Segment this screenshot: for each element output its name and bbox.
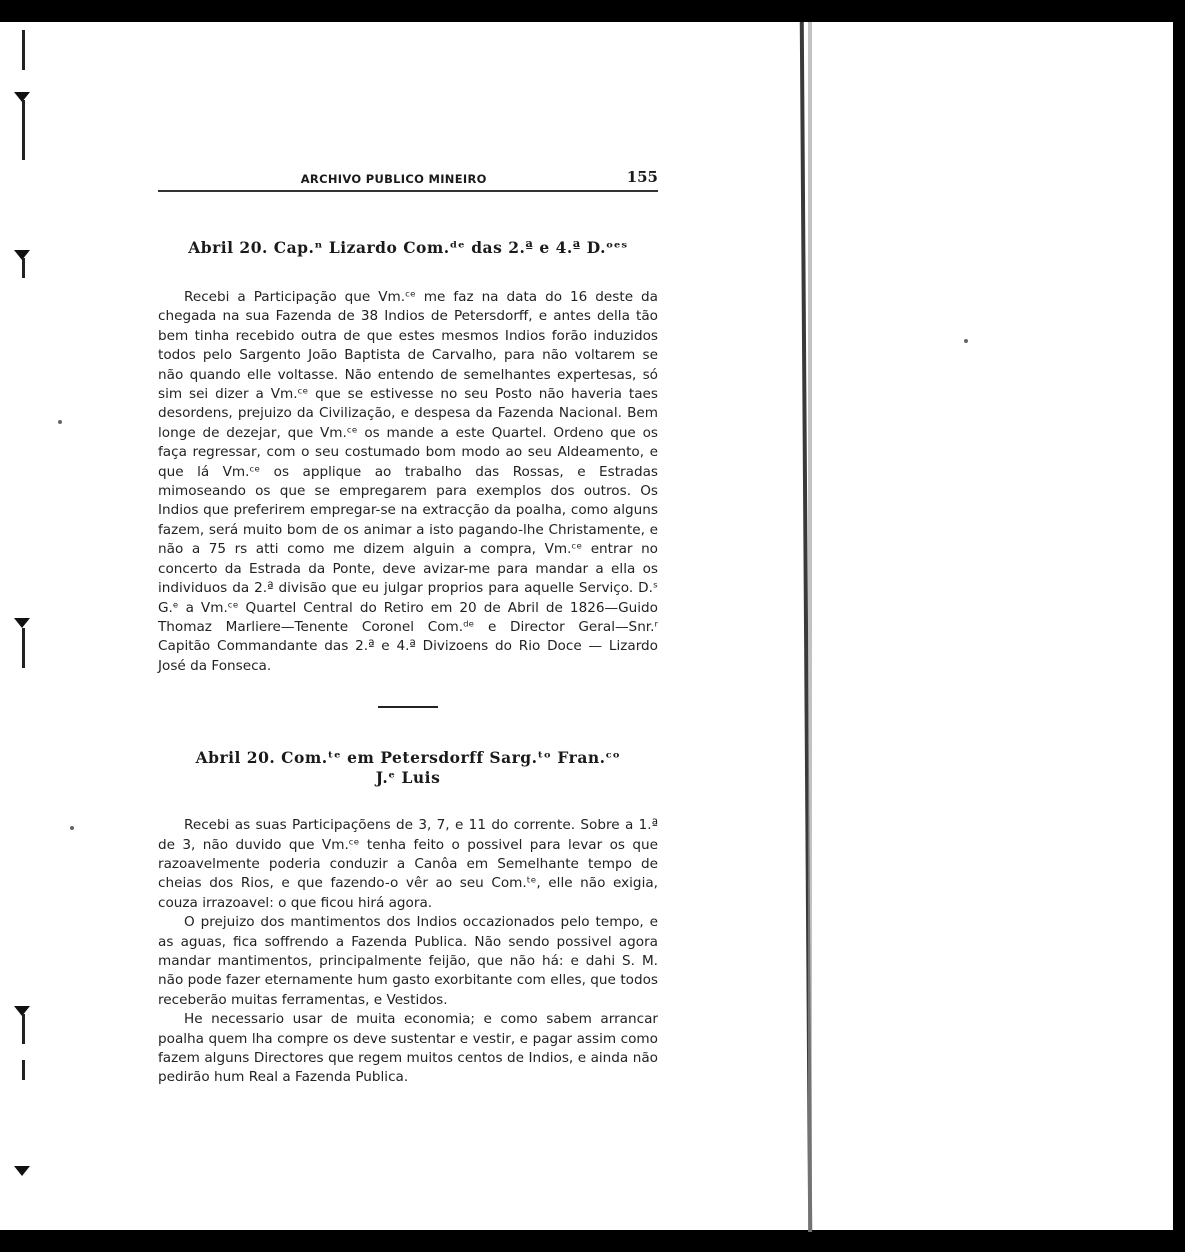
scan-speck [58,420,62,424]
page-number: 155 [626,168,658,186]
binding-mark [22,1060,25,1080]
entry-title-1: Abril 20. Cap.ⁿ Lizardo Com.ᵈᵉ das 2.ª e 4.ª D.ᵒᵉˢ [188,238,628,257]
gutter-shadow [808,22,812,1232]
binding-mark [22,258,25,278]
scan-border-top [0,0,1185,22]
entry-2-paragraph-1: Recebi as suas Participaçõens de 3, 7, e 11 do corrente. Sobre a 1.ª de 3, não duvido que Vm.ᶜᵉ tenha feito o possivel para levar os que razoavelmente poderia conduzir a Canôa em Semelhante tempo de cheias dos Rios, e que fazendo-o vêr ao seu Com.ᵗᵉ, elle não exigia, couza irrazoavel: o que ficou hirá agora. [158,817,658,911]
scan-speck [964,339,968,343]
scan-border-right [1173,0,1185,1252]
entry-title-2-line-2: J.ᵉ Luis [375,768,441,788]
scan-border-bottom [0,1230,1185,1252]
page-header [158,160,658,192]
scan-speck [70,826,74,830]
binding-mark [22,628,25,668]
section-divider [378,706,438,708]
running-title: ARCHIVO PUBLICO MINEIRO [300,172,487,186]
binding-mark [22,100,25,160]
binding-mark [22,1014,25,1044]
entry-title-2-line-1: Abril 20. Com.ᵗᵉ em Petersdorff Sarg.ᵗᵒ Fran.ᶜᵒ [195,748,621,768]
binding-arrow [14,1166,30,1176]
binding-mark [22,30,25,70]
entry-2-paragraph-2: O prejuizo dos mantimentos dos Indios occazionados pelo tempo, e as aguas, fica soffrendo a Fazenda Publica. Não sendo possivel agora mandar mantimentos, principalmente feijão, que não há: e dahi S. M. não pode fazer eternamente hum gasto exorbitante com elles, que todos receberão muitas ferramentas, e Vestidos. [158,914,658,1008]
entry-1-paragraph: Recebi a Participação que Vm.ᶜᵉ me faz na data do 16 deste da chegada na sua Fazenda de 38 Indios de Petersdorff, e antes della tão bem tinha recebido outra de que estes mesmos Indios forão induzidos todos pelo Sargento João Baptista de Carvalho, para não voltarem se não quando elle voltasse. Não entendo de semelhantes expertesas, só sim sei dizer a Vm.ᶜᵉ que se estivesse no seu Posto não haveria taes desordens, prejuizo da Civilização, e despesa da Fazenda Nacional. Bem longe de dezejar, que Vm.ᶜᵉ os mande a este Quartel. Ordeno que os faça regressar, com o seu costumado bom modo ao seu Aldeamento, e que lá Vm.ᶜᵉ os applique ao trabalho das Rossas, e Estradas mimoseando os que se empregarem para exemplos dos outros. Os Indios que preferirem empregar-se na extracção da poalha, como alguns fazem, será muito bom de os animar a isto pagando-lhe Christamente, e não a 75 rs atti como me dizem alguin a compra, Vm.ᶜᵉ entrar no concerto da Estrada da Ponte, deve avizar-me para mandar a ella os individuos da 2.ª divisão que eu julgar proprios para aquelle Serviço. D.ˢ G.ᵉ a Vm.ᶜᵉ Quartel Central do Retiro em 20 de Abril de 1826—Guido Thomaz Marliere—Tenente Coronel Com.ᵈᵉ e Director Geral—Snr.ʳ Capitão Commandante das 2.ª e 4.ª Divizoens do Rio Doce — Lizardo José da Fonseca. [158,289,658,674]
book-page [158,160,658,1088]
binding-arrow [14,618,30,628]
entry-2-paragraph-3: He necessario usar de muita economia; e como sabem arrancar poalha quem lha compre os deve sustentar e vestir, e pagar assim como fazem alguns Directores que regem muitos centos de Indios, e ainda não pedirão hum Real a Fazenda Publica. [158,1011,658,1086]
entry-title-2 [158,748,658,788]
